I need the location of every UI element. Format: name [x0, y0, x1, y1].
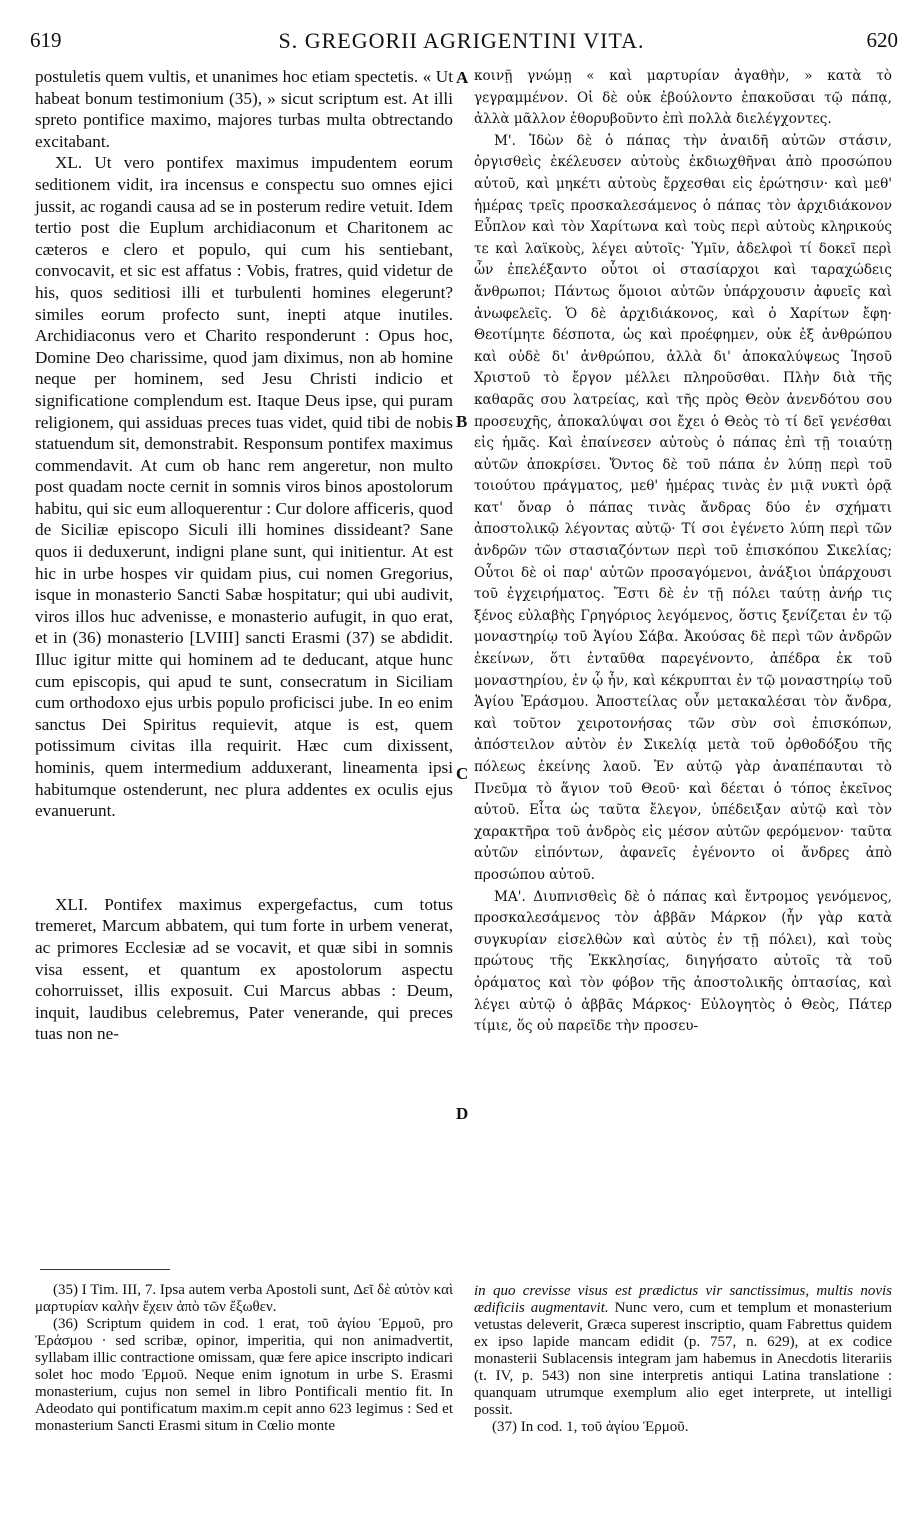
left-page-number: 619	[30, 28, 62, 52]
margin-letter-c: C	[456, 764, 469, 783]
footnote-36: (36) Scriptum quidem in cod. 1 erat, τοῦ ἁγίου Ἑρμοῦ, pro Ἐράσμου · sed scribæ, opinor, imperitia, qui non animadvertit, syllabam illic contractione omissam, quæ fere apice inscripto indicari solet hoc modo Ἑρμοῦ. Neque enim ignotum in urbe S. Erasmi monasterium, cujus non semel in libro Pontificali mentio fit. In Adeodato qui pontificatum maxim.m cepit anno 623 legimus : Sed et monasterium Sancti Erasmi situm in Cœlio monte	[35, 1316, 453, 1434]
latin-column	[35, 66, 453, 1045]
greek-chapter-40: Μ'. Ἰδὼν δὲ ὁ πάπας τὴν ἀναιδῆ αὐτῶν στάσιν, ὀργισθεὶς ἐκέλευσεν αὐτοὺς ἐκδιωχθῆναι ἀπὸ προσώπου αὐτοῦ, καὶ μηκέτι αὐτοὺς ἔρχεσθαι εἰς ἐρώτησιν· καὶ μεθ' ἡμέρας τρεῖς προσκαλεσάμενος ὁ πάπας τὸν ἀρχιδιάκονον Εὖπλον καὶ τὸν Χαρίτωνα καὶ τοὺς περὶ αὐτοὺς κληρικούς τε καὶ λαϊκοὺς, λέγει αὐτοῖς· Ὑμῖν, ἀδελφοὶ τί δοκεῖ περὶ ὧν ἐπελέξαντο οὗτοι οἱ στασίαρχοι καὶ ταραχώδεις ἄνθρωποι; Πάντως ὅμοιοι αὐτῶν ὑπάρχουσιν ἀφυεῖς καὶ ἀνωφελεῖς. Ὁ δὲ ἀρχιδιάκονος, καὶ ὁ Χαρίτων ἔφη· Θεοτίμητε δέσποτα, ὡς καὶ προέφημεν, οὐκ ἐξ ἀνθρώπου καὶ οὐδὲ δι' ἀνθρώπου, ἀλλὰ δι' ἀποκαλύψεως Ἰησοῦ Χριστοῦ τὸ ἔργον μέλλει πληροῦσθαι. Πλὴν διὰ τῆς καθαρᾶς σου λατρείας, καὶ τῆς πρὸς Θεὸν ἀνενδότου σου προσευχῆς, ἀποκαλύψαι σοι ἔχει ὁ Θεὸς τὸ τί δεῖ γενέσθαι εἰς ἡμᾶς. Καὶ ἐπαίνεσεν αὐτοὺς ὁ πάπας ἐπὶ τῇ τοιαύτῃ αὐτῶν ἀποκρίσει. Ὄντος δὲ τοῦ πάπα ἐν λύπῃ περὶ τοῦ τοιούτου πράγματος, μεθ' ἡμέρας τινὰς ἐν μιᾷ νυκτὶ ὁρᾷ κατ' ὄναρ ὁ πάπας τινὰς ἄνδρας δύο ἐν σχήματι ἀποστολικῷ λέγοντας αὐτῷ· Τί σοι ἐγένετο λύπη περὶ τῶν ἀνδρῶν τῶν στασιαζόντων περὶ τοῦ ἐπισκόπου Σικελίας; Οὗτοι δὲ οἱ παρ' αὐτῶν προσαγόμενοι, ἀνάξιοι ὑπάρχουσι τοῦ ἐγχειρήματος. Ἔστι δὲ ἐν τῇ πόλει ταύτῃ ἀνήρ τις ξένος εὐλαβὴς Γρηγόριος λεγόμενος, ὅστις ξενίζεται ἐν τῷ μοναστηρίῳ τοῦ Ἁγίου Σάβα. Ἀκούσας δὲ περὶ τῶν ἀνδρῶν ἐκείνων, ὅτι ἐνταῦθα παρεγένοντο, ἀπέδρα ἐκ τοῦ μοναστηρίου, ἐν ᾧ ἦν, καὶ κέκρυπται ἐν τῷ μοναστηρίῳ τοῦ Ἁγίου Ἐράσμου. Ἀποστείλας οὖν μετακαλέσαι τὸν ἄνδρα, καὶ τοῦτον χειροτονήσας τῶν σὺν σοὶ ἐπισκόπων, ἀπόστειλον αὐτὸν ἐν Σικελίᾳ μετὰ τοῦ ὀρθοδόξου τῆς πόλεως ἐκείνης λαοῦ. Ἐν αὐτῷ γὰρ ἀναπέπαυται τὸ Πνεῦμα τὸ ἅγιον τοῦ Θεοῦ· καὶ δέεται ὁ τόπος ἐκεῖνος αὐτοῦ. Εἶτα ὡς ταῦτα ἔλεγον, ὑπέδειξαν αὐτῷ καὶ τὸν χαρακτῆρα τοῦ ἀνδρὸς εἰς μέσον αὐτῶν φερόμενον· ταῦτα αὐτῶν εἰπόντων, ἀφανεῖς ἐγένοντο οἱ ἄνδρες ἀπὸ προσώπου αὐτοῦ.	[474, 132, 892, 883]
margin-letter-d: D	[456, 1104, 469, 1123]
footnote-continuation-text: Nunc vero, cum et templum et monasterium vetustas deleverit, Græca superest inscriptio, quam Fabrettus quidem ex ipso lapide mancam edidit (p. 757, n. 629), at ex codice monasterii Sublacensis integram jam habemus in Anecdotis literariis (t. IV, p. 543) non sine interpretis antiqui Latina translatione : quanquam utrumque exemplum alio eget interprete, ut intelligi possit.	[474, 1300, 893, 1418]
right-page-number: 620	[866, 28, 898, 52]
greek-chapter-41: ΜΑ'. Διυπνισθεὶς δὲ ὁ πάπας καὶ ἔντρομος γενόμενος, προσκαλεσάμενος τὸν ἀββᾶν Μάρκον (ἦν γὰρ κατὰ συγκυρίαν εἰσελθὼν καὶ αὐτὸς ἐν τῇ πόλει), καὶ τοὺς πρώτους τῆς Ἐκκλησίας, διηγήσατο αὐτοῖς τὰ τοῦ ὁράματος καὶ τὸν φόβον τῆς ἀποστολικῆς ὀπτασίας, καὶ λέγει αὐτῷ ὁ ἀββᾶς Μάρκος· Εὐλογητὸς ὁ Θεὸς, Πάτερ τίμιε, ὅς οὐ παρεῖδε τὴν προσευ-	[474, 888, 892, 1035]
footnote-separator	[40, 1269, 170, 1270]
footnotes-left	[35, 1282, 453, 1435]
running-title: S. GREGORII AGRIGENTINI VITA.	[278, 28, 645, 53]
margin-letter-b: B	[456, 412, 468, 431]
greek-column	[474, 66, 892, 1038]
page-header	[0, 28, 923, 58]
latin-paragraph: postuletis quem vultis, et unanimes hoc etiam spectetis. « Ut habeat bonum testimonium (35), » sicut scriptum est. At illi spreto pontifice maximo, majores turbas multa obtrectando excitabant.	[35, 67, 453, 151]
latin-chapter-41: XLI. Pontifex maximus expergefactus, cum totus tremeret, Marcum abbatem, qui tum forte in urbem venerat, ac primores Ecclesiæ ad se vocavit, et quæ sibi in somnis visa essent, et quantum ex apostolorum aspectu cohorruisset, illis exposuit. Cui Marcus abbas : Deum, inquit, laudibus celebremus, Pater venerande, qui preces tuas non ne-	[35, 894, 453, 1044]
latin-chapter-40: XL. Ut vero pontifex maximus impudentem eorum seditionem vidit, ira incensus e conspectu suo omnes ejici jussit, ac rogandi causa ad se in posterum redire vetuit. Idem tertio post die Euplum archidiaconum et Charitonem ac cæteros e clero et populo, qui cum his sentiebant, convocavit, et sic est affatus : Vobis, fratres, quid videtur de his, quos seditiosi illi et turbulenti homines elegerunt? similes eorum profecto sunt, inepti atque inutiles. Archidiaconus vero et Charito responderunt : Opus hoc, Domine Deo charissime, quod jam diximus, non ab homine neque per hominem, sed Jesu Christi indicio et significatione complendum est. Itaque Deus ipse, qui puram religionem, qui assiduas preces tuas videt, quid tibi de nobis statuendum sit, demonstrabit. Responsum pontifex maximus commendavit. At cum ob hanc rem angeretur, non multo post quadam nocte cernit in somnis viros binos apostolorum habitu, qui sic eum alloquerentur : Cur dolore afficeris, quod de Siciliæ episcopo Siculi illi homines dissideant? Sane quos ii deduxerunt, indigni plane sunt, qui initientur. At est hic in urbe hospes vir quidam pius, cui nomen Gregorius, isque in monasterio Sancti Sabæ hospitatur; qui ubi audivit, viros illos huc advenisse, e monasterio aufugit, in quo erat, et in (36) monasterio [LVIII] sancti Erasmi (37) se abdidit. Illuc igitur mitte qui hominem ad te deducant, atque hunc cum episcopis, qui apud te sunt, consecratum in Siciliam cum orthodoxo ejus urbis populo proficisci jube. In eo enim sanctus Dei Spiritus requievit, atque is est, quem potissimum civitas illa requirit. Hæc cum dixissent, hominis, quem intermedium adduxerant, lineamenta ipsi habitumque ostenderunt, nec plura addentes ex oculis ejus evanuerunt.	[35, 153, 453, 821]
footnote-36-continuation	[474, 1283, 892, 1419]
margin-letter-a: A	[456, 68, 469, 87]
footnote-35: (35) I Tim. III, 7. Ipsa autem verba Apostoli sunt, Δεῖ δὲ αὐτὸν καὶ μαρτυρίαν καλὴν ἔχειν ἀπὸ τῶν ἔξωθεν.	[35, 1282, 453, 1315]
footnote-37: (37) In cod. 1, τοῦ ἁγίου Ἑρμοῦ.	[492, 1419, 689, 1435]
greek-paragraph: κοινῇ γνώμῃ « καὶ μαρτυρίαν ἀγαθὴν, » κατὰ τὸ γεγραμμένον. Οἱ δὲ οὐκ ἐβούλοντο ἐπακοῦσαι τῷ πάπᾳ, ἀλλὰ μᾶλλον ἐθορυβοῦντο ἐπὶ πολλὰ διελέγχοντες.	[474, 68, 892, 128]
footnotes-right	[474, 1283, 892, 1436]
footnote-italic-quote: in quo crevisse visus est prædictus vir sanctissimus, multis novis ædificiis augmentavit.	[474, 1283, 892, 1316]
